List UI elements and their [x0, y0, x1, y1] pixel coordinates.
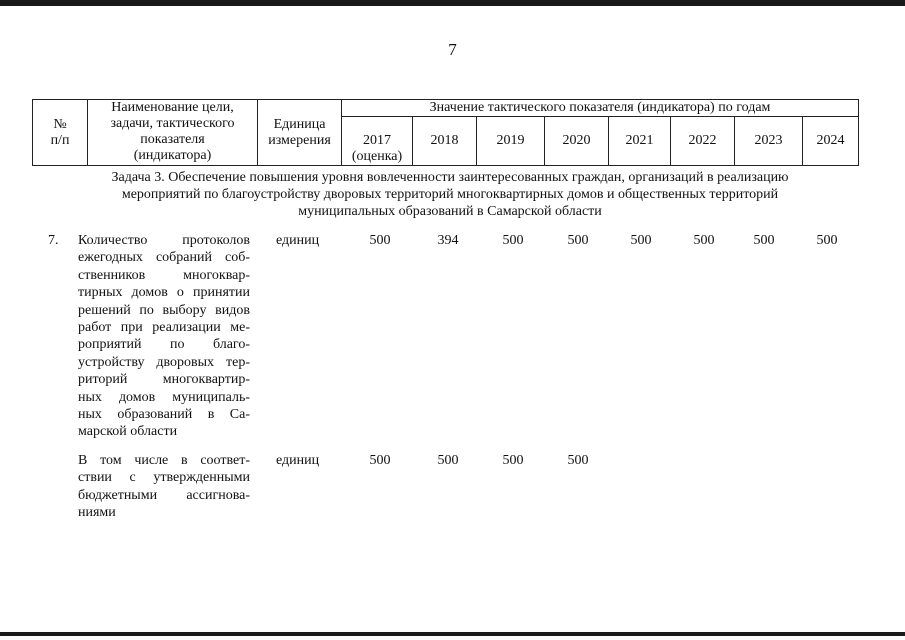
row-value-2024: 500 [816, 233, 838, 248]
row-value-2018: 500 [437, 453, 459, 468]
header-year: 2019 [477, 117, 545, 166]
header-name: Наименование цели, задачи, тактического показателя (индикатора) [88, 100, 258, 166]
header-values-group: Значение тактического показателя (индикатора) по годам [342, 100, 859, 117]
page-number: 7 [448, 40, 457, 59]
row-value-2018: 394 [437, 233, 459, 248]
row-value-2017: 500 [369, 233, 391, 248]
row-value-2019: 500 [502, 233, 524, 248]
row-value-2021: 500 [630, 233, 652, 248]
bottom-border [0, 632, 905, 636]
top-border [0, 0, 905, 6]
row-value-2020: 500 [567, 453, 589, 468]
row-value-2020: 500 [567, 233, 589, 248]
header-year: 2021 [609, 117, 671, 166]
header-year-2017: 2017 (оценка) [342, 117, 413, 166]
row-value-2019: 500 [502, 453, 524, 468]
row-value-2022: 500 [693, 233, 715, 248]
row-name: Количество протоколов ежегодных собраний соб- ственников многоквар- тирных домов о принятии решений по выбору видов работ при реализации ме- роприятий по благо- устройству дворовых тер- риторий многоквартир- ных домов муниципаль- ных образований в Са- марской области [78, 233, 250, 440]
header-year: 2018 [413, 117, 477, 166]
row-value-2017: 500 [369, 453, 391, 468]
task-heading: Задача 3. Обеспечение повышения уровня вовлеченности заинтересованных граждан, организаций в реализацию мероприятий по благоустройству дворовых территорий многоквартирных домов и общественных территорий муниципальных образований в Самарской области [111, 170, 789, 219]
header-year: 2024 [803, 117, 859, 166]
header-year: 2020 [545, 117, 609, 166]
row-number: 7. [48, 233, 59, 248]
row-unit: единиц [276, 453, 320, 468]
row-name: В том числе в соответ- ствии с утвержденными бюджетными ассигнова- ниями [78, 453, 250, 521]
header-year: 2023 [735, 117, 803, 166]
indicator-table-header [32, 99, 859, 166]
header-num: № п/п [33, 100, 88, 166]
header-unit: Единица измерения [258, 100, 342, 166]
header-year: 2022 [671, 117, 735, 166]
row-unit: единиц [276, 233, 320, 248]
row-value-2023: 500 [753, 233, 775, 248]
